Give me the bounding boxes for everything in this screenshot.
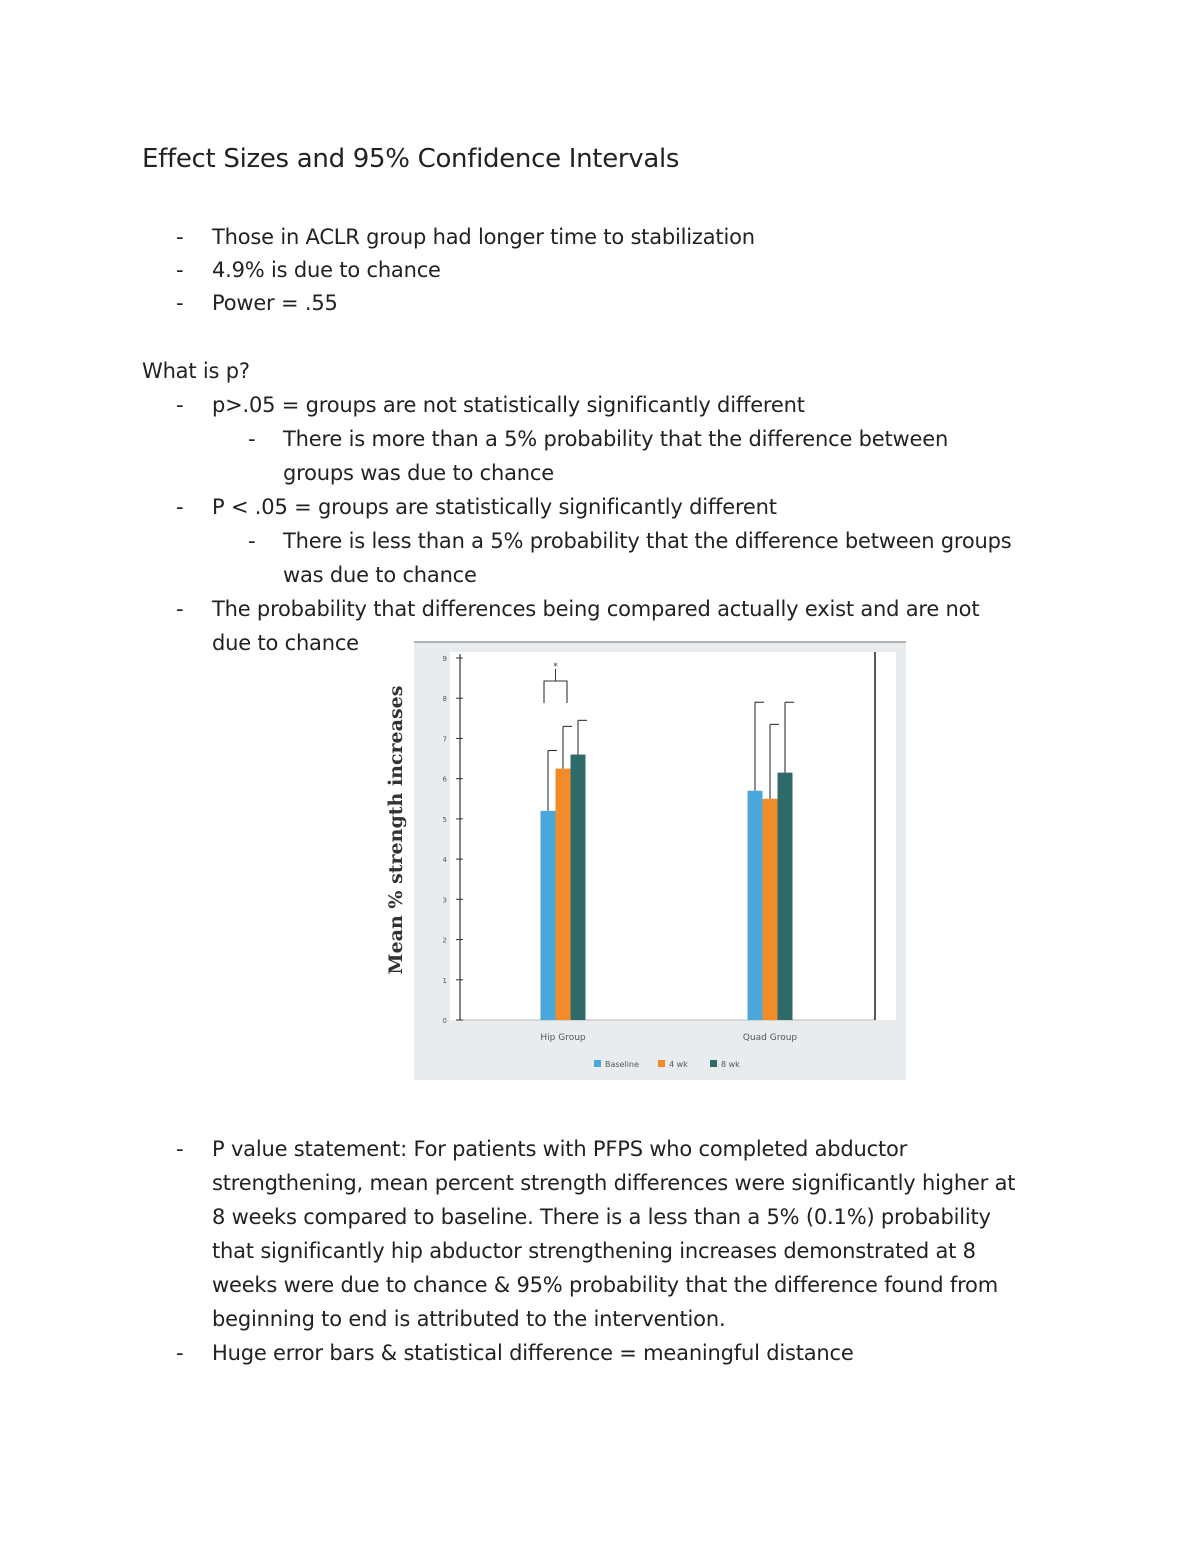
y-tick-label: 9 [442, 655, 447, 663]
bullet-dash: - [176, 597, 184, 621]
bullet-dash: - [176, 291, 184, 315]
bar-baseline [541, 811, 556, 1020]
y-tick-label: 0 [442, 1017, 447, 1025]
pvalue-statement-line2: strengthening, mean percent strength differences were significantly higher at [212, 1171, 1016, 1195]
y-tick-label: 3 [442, 896, 447, 905]
pvalue-statement-line1: P value statement: For patients with PFPS who completed abductor [212, 1137, 908, 1161]
y-tick-label: 6 [442, 775, 447, 784]
bar-4-wk [763, 799, 778, 1020]
bullet-p-greater: p>.05 = groups are not statistically significantly different [212, 393, 805, 417]
bar-chart [372, 640, 910, 1082]
y-tick-label: 2 [442, 936, 447, 945]
pvalue-statement-line5: weeks were due to chance & 95% probability that the difference found from [212, 1273, 998, 1297]
sub-bullet-dash: - [248, 529, 256, 553]
bullet-probability-line1: The probability that differences being compared actually exist and are not [212, 597, 980, 621]
sub-bullet-more-than-line2: groups was due to chance [283, 461, 554, 485]
y-tick-label: 7 [442, 735, 447, 744]
bullet-p-less: P < .05 = groups are statistically significantly different [212, 495, 777, 519]
plot-area [450, 652, 896, 1020]
bullet-aclr: Those in ACLR group had longer time to stabilization [212, 225, 755, 249]
pvalue-statement-line3: 8 weeks compared to baseline. There is a less than a 5% (0.1%) probability [212, 1205, 991, 1229]
section-heading-what-is-p: What is p? [142, 359, 250, 383]
pvalue-statement-line6: beginning to end is attributed to the intervention. [212, 1307, 726, 1331]
y-tick-label: 8 [442, 695, 447, 704]
legend-label: 4 wk [669, 1060, 688, 1069]
bullet-power: Power = .55 [212, 291, 338, 315]
significance-marker: * [553, 662, 558, 672]
bar-baseline [748, 791, 763, 1020]
x-category-label: Quad Group [742, 1033, 798, 1043]
bullet-dash: - [176, 1137, 184, 1161]
sub-bullet-less-than-line1: There is less than a 5% probability that the difference between groups [283, 529, 1012, 553]
bar-8-wk [778, 773, 793, 1020]
pvalue-statement-line4: that significantly hip abductor strengthening increases demonstrated at 8 [212, 1239, 976, 1263]
legend-label: 8 wk [721, 1060, 740, 1069]
bar-8-wk [571, 755, 586, 1020]
legend-swatch [658, 1060, 665, 1067]
bullet-dash: - [176, 225, 184, 249]
y-tick-label: 1 [442, 976, 447, 985]
page-title: Effect Sizes and 95% Confidence Intervals [142, 144, 680, 174]
legend-swatch [710, 1060, 717, 1067]
y-tick-label: 4 [442, 856, 447, 865]
sub-bullet-less-than-line2: was due to chance [283, 563, 477, 587]
bullet-dash: - [176, 495, 184, 519]
sub-bullet-dash: - [248, 427, 256, 451]
bullet-dash: - [176, 258, 184, 282]
x-category-label: Hip Group [540, 1033, 586, 1043]
bullet-probability-line2: due to chance [212, 631, 359, 655]
bullet-dash: - [176, 1341, 184, 1365]
y-tick-label: 5 [442, 815, 447, 824]
legend-swatch [594, 1060, 601, 1067]
legend-label: Baseline [605, 1060, 639, 1069]
bullet-chance: 4.9% is due to chance [212, 258, 441, 282]
bullet-huge-error-bars: Huge error bars & statistical difference = meaningful distance [212, 1341, 854, 1365]
sub-bullet-more-than-line1: There is more than a 5% probability that the difference between [283, 427, 949, 451]
bullet-dash: - [176, 393, 184, 417]
bar-4-wk [556, 769, 571, 1020]
y-axis-label: Mean % strength increases [385, 685, 407, 975]
